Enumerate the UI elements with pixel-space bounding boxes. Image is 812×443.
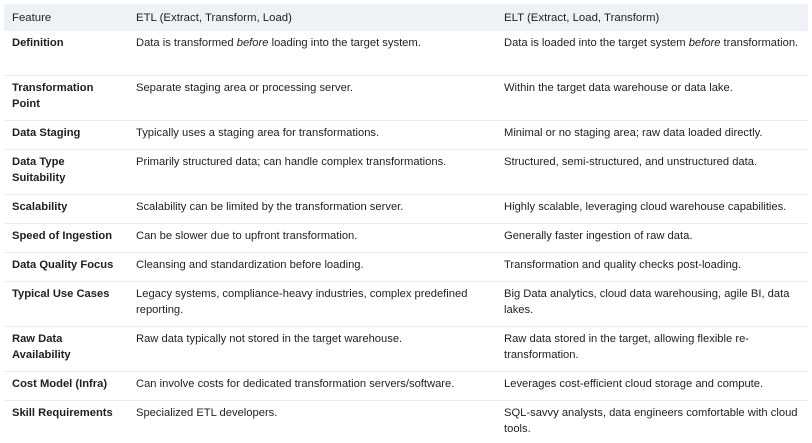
feature-cell: Scalability bbox=[4, 195, 128, 224]
table-row bbox=[4, 253, 808, 282]
etl-cell: Primarily structured data; can handle complex transformations. bbox=[128, 150, 496, 195]
header-row bbox=[4, 4, 808, 31]
feature-cell: Data Quality Focus bbox=[4, 253, 128, 282]
feature-cell: Data Type Suitability bbox=[4, 150, 128, 195]
table-row bbox=[4, 224, 808, 253]
elt-text: transformation. bbox=[720, 37, 798, 49]
elt-cell: Raw data stored in the target, allowing flexible re-transformation. bbox=[496, 327, 808, 372]
table-row bbox=[4, 372, 808, 401]
feature-cell: Speed of Ingestion bbox=[4, 224, 128, 253]
etl-cell: Raw data typically not stored in the target warehouse. bbox=[128, 327, 496, 372]
elt-text: Data is loaded into the target system bbox=[504, 37, 689, 49]
header-elt: ELT (Extract, Load, Transform) bbox=[496, 4, 808, 31]
elt-cell: Minimal or no staging area; raw data loaded directly. bbox=[496, 121, 808, 150]
feature-cell: Cost Model (Infra) bbox=[4, 372, 128, 401]
table-row bbox=[4, 150, 808, 195]
table-row bbox=[4, 327, 808, 372]
etl-text: Data is transformed bbox=[136, 37, 237, 49]
elt-emphasis: before bbox=[689, 37, 721, 49]
etl-cell: Can involve costs for dedicated transformation servers/software. bbox=[128, 372, 496, 401]
table-row bbox=[4, 401, 808, 443]
elt-cell: Leverages cost-efficient cloud storage and compute. bbox=[496, 372, 808, 401]
etl-cell: Cleansing and standardization before loading. bbox=[128, 253, 496, 282]
comparison-table-container bbox=[4, 4, 808, 443]
etl-cell: Legacy systems, compliance-heavy industries, complex predefined reporting. bbox=[128, 282, 496, 327]
elt-cell: Structured, semi-structured, and unstructured data. bbox=[496, 150, 808, 195]
etl-emphasis: before bbox=[237, 37, 269, 49]
header-etl: ETL (Extract, Transform, Load) bbox=[128, 4, 496, 31]
etl-cell: Scalability can be limited by the transformation server. bbox=[128, 195, 496, 224]
feature-cell: Typical Use Cases bbox=[4, 282, 128, 327]
elt-cell: Highly scalable, leveraging cloud warehouse capabilities. bbox=[496, 195, 808, 224]
elt-cell bbox=[496, 31, 808, 76]
etl-elt-comparison-table bbox=[4, 4, 808, 443]
etl-cell: Typically uses a staging area for transformations. bbox=[128, 121, 496, 150]
feature-cell: Definition bbox=[4, 31, 128, 76]
feature-cell: Raw Data Availability bbox=[4, 327, 128, 372]
etl-cell: Separate staging area or processing server. bbox=[128, 76, 496, 121]
etl-cell: Specialized ETL developers. bbox=[128, 401, 496, 443]
elt-cell: Transformation and quality checks post-loading. bbox=[496, 253, 808, 282]
elt-cell: Within the target data warehouse or data lake. bbox=[496, 76, 808, 121]
etl-cell bbox=[128, 31, 496, 76]
etl-cell: Can be slower due to upfront transformation. bbox=[128, 224, 496, 253]
feature-cell: Skill Requirements bbox=[4, 401, 128, 443]
table-row bbox=[4, 31, 808, 76]
elt-cell: SQL-savvy analysts, data engineers comfortable with cloud tools. bbox=[496, 401, 808, 443]
elt-cell: Generally faster ingestion of raw data. bbox=[496, 224, 808, 253]
table-row bbox=[4, 76, 808, 121]
elt-cell: Big Data analytics, cloud data warehousing, agile BI, data lakes. bbox=[496, 282, 808, 327]
header-feature: Feature bbox=[4, 4, 128, 31]
table-header bbox=[4, 4, 808, 31]
etl-text: loading into the target system. bbox=[268, 37, 420, 49]
feature-cell: Transformation Point bbox=[4, 76, 128, 121]
table-row bbox=[4, 195, 808, 224]
table-row bbox=[4, 282, 808, 327]
table-row bbox=[4, 121, 808, 150]
table-body bbox=[4, 31, 808, 443]
feature-cell: Data Staging bbox=[4, 121, 128, 150]
